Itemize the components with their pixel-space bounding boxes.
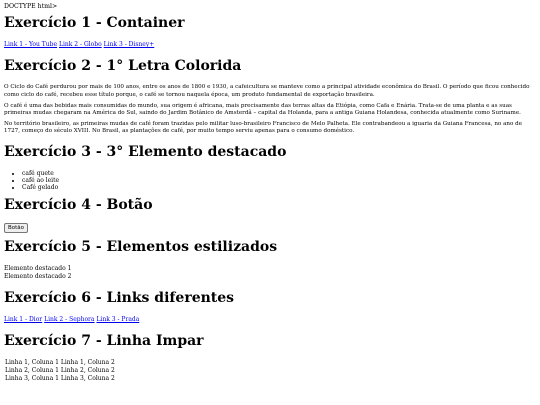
table-cell: Linha 1, Coluna 2 xyxy=(60,359,115,367)
ex2-paragraph-3: No território brasileiro, as primeiras mudas de café foram trazidas pelo militar luso-brasileiro Francisco de Melo Palheta. Ele contrabandeou a iguaria da Guiana Francesa, no ano de 1727, começo do século XVIII. No Brasil, as plantações de café, por muito tempo serviu apenas para o consumo doméstico. xyxy=(4,121,523,135)
ex6-heading: Exercício 6 - Links diferentes xyxy=(4,290,235,307)
highlighted-element-2: Elemento destacado 2 xyxy=(4,272,72,280)
ex1-container xyxy=(4,41,536,48)
ex2-paragraph-2: O café é uma das bebidas mais consumidas do mundo, sua origem é africana, mais precisamente das terras altas da Etiópia, como Cafa e Enária. Trata-se de uma planta e as suas primeiras mudas chegaram na América do Sul, saindo do Jardim Botânico de Amsterdã – capital da Holanda, para a antiga Guiana Holandesa, conhecida atualmente como Suriname. xyxy=(4,102,521,117)
ex2-paragraph-1: O Ciclo do Café perdurou por mais de 100 anos, entre os anos de 1800 e 1930, a cafeicultura se manteve como a principal atividade econômica do Brasil. O período que ficou conhecido como ciclo do café, recebeu esse título porque, o café se tornou naquela época, um produto fundamental de exportação brasileira. xyxy=(4,84,530,98)
table-cell: Linha 3, Coluna 2 xyxy=(60,375,115,383)
ex7-heading: Exercício 7 - Linha Impar xyxy=(4,333,204,350)
link-dior[interactable]: Link 1 - Dior xyxy=(4,316,43,324)
link-globo[interactable]: Link 2 - Globo xyxy=(58,41,102,48)
ex3-heading: Exercício 3 - 3° Elemento destacado xyxy=(4,143,287,160)
coffee-list xyxy=(4,170,536,192)
table-cell: Linha 1, Coluna 1 xyxy=(5,359,59,367)
highlighted-element-1: Elemento destacado 1 xyxy=(4,265,72,273)
link-youtube[interactable]: Link 1 - You Tube xyxy=(4,41,58,48)
ex6-links xyxy=(4,316,536,323)
ex1-heading: Exercício 1 - Container xyxy=(4,15,185,31)
ex5-heading: Exercício 5 - Elementos estilizados xyxy=(4,239,278,256)
table-row xyxy=(4,367,116,375)
styled-elements xyxy=(4,265,536,280)
table-row xyxy=(4,359,116,367)
link-disney[interactable]: Link 3 - Disney+ xyxy=(103,41,155,48)
table-cell: Linha 2, Coluna 2 xyxy=(60,367,115,375)
odd-row-table xyxy=(4,359,116,383)
botao-button[interactable]: Botão xyxy=(4,223,28,233)
ex2-heading: Exercício 2 - 1° Letra Colorida xyxy=(4,58,242,75)
table-cell: Linha 2, Coluna 1 xyxy=(5,367,59,375)
link-sephora[interactable]: Link 2 - Sephora xyxy=(44,316,95,324)
table-row xyxy=(4,375,116,383)
link-prada[interactable]: Link 3 - Prada xyxy=(96,316,140,324)
list-item: • café ao leite xyxy=(22,177,536,184)
table-cell: Linha 3, Coluna 1 xyxy=(5,375,59,383)
list-item: • café quete xyxy=(22,170,536,177)
doctype-text: DOCTYPE html> xyxy=(4,3,58,10)
ex4-heading: Exercício 4 - Botão xyxy=(4,197,153,214)
list-item: • Café gelado xyxy=(22,184,536,191)
